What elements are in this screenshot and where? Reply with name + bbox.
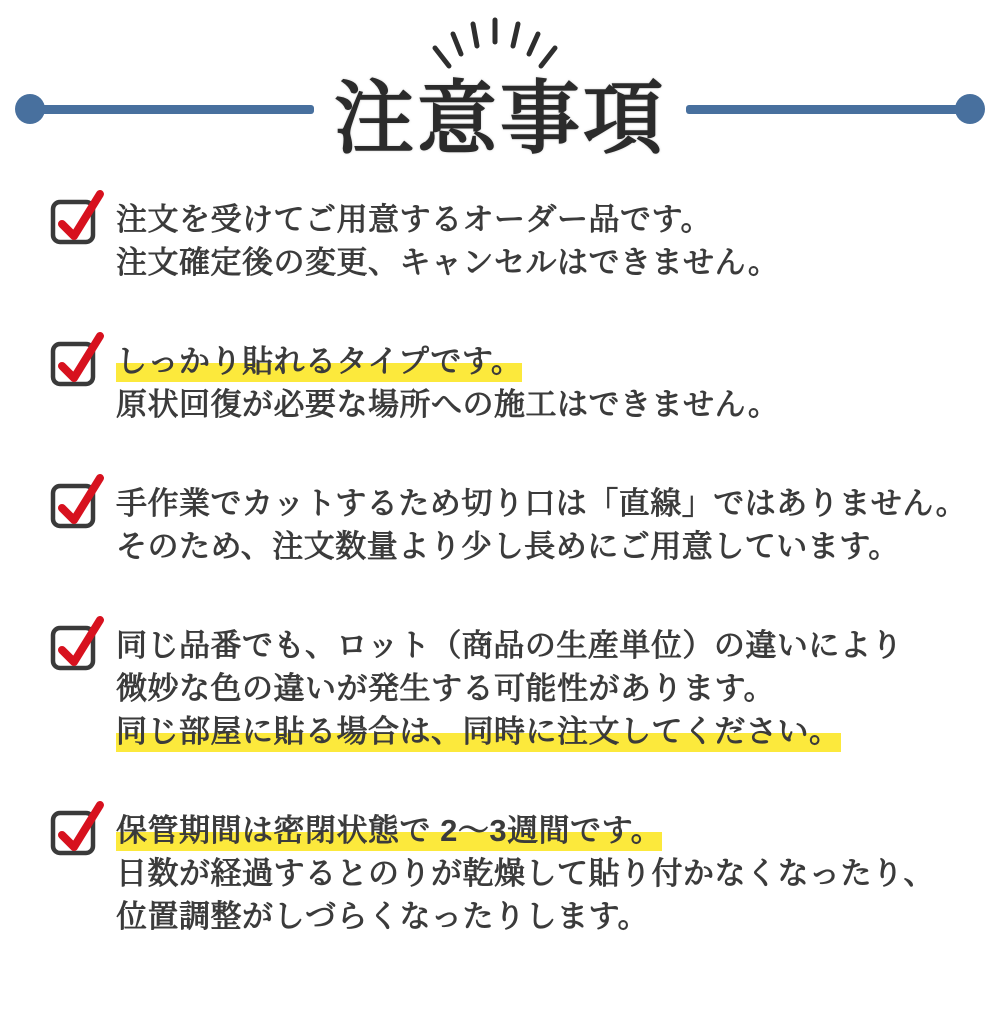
divider-line-left (40, 105, 314, 114)
item-line-text: 手作業でカットするため切り口は「直線」ではありません。 (116, 486, 968, 521)
item-line (116, 710, 903, 753)
sparkle-icon (429, 14, 561, 72)
checkbox-checked-icon (50, 612, 106, 670)
item-line (116, 198, 779, 241)
item-text-block (116, 482, 967, 568)
item-text-block (116, 809, 935, 938)
item-line (116, 895, 935, 938)
checklist-item (50, 198, 1000, 284)
item-line-text-highlighted: 同じ部屋に貼る場合は、同時に注文してください。 (116, 710, 841, 753)
checklist (0, 198, 1000, 938)
item-line (116, 624, 903, 667)
item-line (116, 852, 935, 895)
checkbox-checked-icon (50, 797, 106, 855)
divider-dot-right (955, 94, 985, 124)
item-line-text: 位置調整がしづらくなったりします。 (116, 899, 650, 934)
item-line (116, 482, 967, 525)
item-line-text: 注文確定後の変更、キャンセルはできません。 (116, 245, 780, 280)
checkbox-checked-icon (50, 470, 106, 528)
checklist-item (50, 624, 1000, 753)
item-text-block (116, 624, 903, 753)
divider-line-right (686, 105, 960, 114)
checklist-item (50, 340, 1000, 426)
item-line (116, 340, 779, 383)
page-title: 注意事項 (334, 74, 666, 163)
item-line-text: そのため、注文数量より少し長めにご用意しています。 (116, 529, 900, 564)
checklist-item (50, 482, 1000, 568)
notice-header (0, 14, 1000, 162)
checkbox-checked-icon (50, 186, 106, 244)
item-line-text: 微妙な色の違いが発生する可能性があります。 (116, 671, 776, 706)
item-line-text-highlighted: 保管期間は密閉状態で 2〜3週間です。 (116, 809, 662, 852)
checklist-item (50, 809, 1000, 938)
item-line-text: 原状回復が必要な場所への施工はできません。 (116, 387, 780, 422)
item-line-text: 注文を受けてご用意するオーダー品です。 (116, 202, 713, 237)
item-line-text-highlighted: しっかり貼れるタイプです。 (116, 340, 522, 383)
item-text-block (116, 198, 779, 284)
title-row (0, 76, 1000, 162)
item-line (116, 241, 779, 284)
item-line-text: 同じ品番でも、ロット（商品の生産単位）の違いにより (116, 628, 903, 663)
item-text-block (116, 340, 779, 426)
item-line (116, 525, 967, 568)
item-line (116, 809, 935, 852)
checkbox-checked-icon (50, 328, 106, 386)
item-line-text: 日数が経過するとのりが乾燥して貼り付かなくなったり、 (116, 856, 935, 891)
item-line (116, 667, 903, 710)
item-line (116, 383, 779, 426)
